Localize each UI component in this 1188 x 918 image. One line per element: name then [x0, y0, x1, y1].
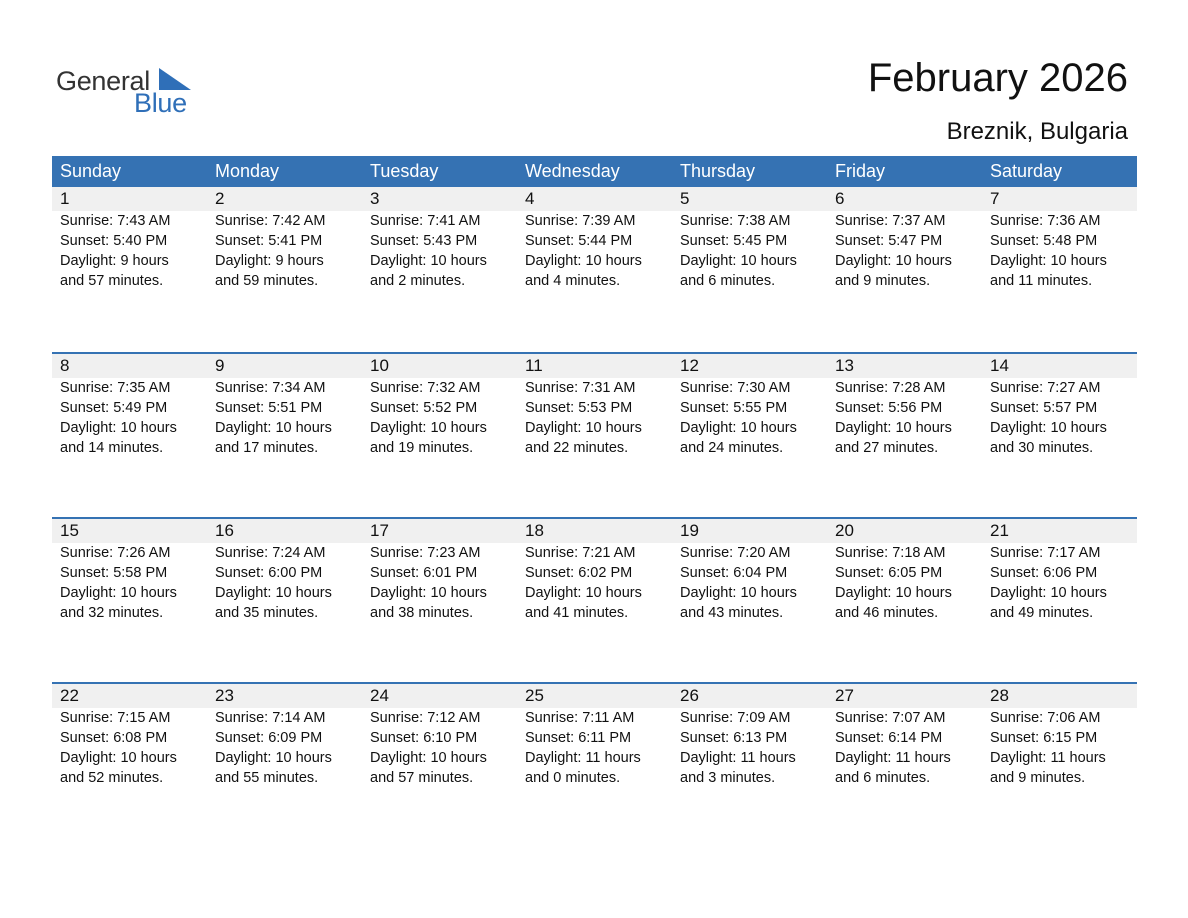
- daylight-text: Daylight: 10 hours: [60, 585, 177, 601]
- day-info: [52, 211, 207, 291]
- daylight-minutes-text: and 46 minutes.: [835, 605, 939, 621]
- day-cell: [52, 519, 207, 623]
- logo-triangle-icon: [159, 68, 191, 90]
- daylight-minutes-text: and 9 minutes.: [990, 770, 1086, 786]
- day-info: [517, 543, 672, 623]
- daylight-minutes-text: and 6 minutes.: [835, 770, 931, 786]
- day-info: [827, 543, 982, 623]
- day-info: [982, 378, 1137, 458]
- day-info: [207, 708, 362, 788]
- daylight-text: Daylight: 10 hours: [370, 750, 487, 766]
- weekday-sunday: Sunday: [60, 161, 122, 181]
- week-row-inner: [52, 519, 1137, 623]
- sunset-text: Sunset: 6:06 PM: [990, 565, 1098, 581]
- sunrise-text: Sunrise: 7:41 AM: [370, 213, 481, 229]
- day-cell: [827, 519, 982, 623]
- sunset-text: Sunset: 6:01 PM: [370, 565, 478, 581]
- daylight-minutes-text: and 9 minutes.: [835, 273, 931, 289]
- daylight-text: Daylight: 10 hours: [370, 420, 487, 436]
- sunset-text: Sunset: 5:58 PM: [60, 565, 168, 581]
- sunrise-text: Sunrise: 7:21 AM: [525, 545, 636, 561]
- weekday-friday: Friday: [835, 161, 886, 181]
- sunset-text: Sunset: 5:48 PM: [990, 233, 1098, 249]
- day-info: [827, 378, 982, 458]
- day-cell: [207, 519, 362, 623]
- day-cell: [517, 519, 672, 623]
- sunset-text: Sunset: 6:10 PM: [370, 730, 478, 746]
- daylight-text: Daylight: 10 hours: [680, 420, 797, 436]
- week-row: [52, 682, 1137, 847]
- daylight-minutes-text: and 0 minutes.: [525, 770, 621, 786]
- sunset-text: Sunset: 5:49 PM: [60, 400, 168, 416]
- day-cell: [52, 684, 207, 788]
- daylight-text: Daylight: 10 hours: [990, 420, 1107, 436]
- day-info: [52, 708, 207, 788]
- day-info: [827, 211, 982, 291]
- week-row-inner: [52, 187, 1137, 291]
- day-info: [362, 378, 517, 458]
- day-info: [207, 378, 362, 458]
- logo-text-general: General: [56, 66, 150, 96]
- day-cell: [362, 187, 517, 291]
- day-info: [362, 708, 517, 788]
- day-number: 24: [362, 684, 517, 708]
- daylight-text: Daylight: 11 hours: [525, 750, 641, 766]
- day-info: [362, 543, 517, 623]
- daylight-minutes-text: and 30 minutes.: [990, 440, 1094, 456]
- daylight-text: Daylight: 11 hours: [835, 750, 951, 766]
- day-cell: [672, 519, 827, 623]
- day-cell: [362, 519, 517, 623]
- daylight-minutes-text: and 17 minutes.: [215, 440, 319, 456]
- sunrise-text: Sunrise: 7:26 AM: [60, 545, 171, 561]
- daylight-minutes-text: and 14 minutes.: [60, 440, 164, 456]
- day-cell: [517, 354, 672, 458]
- sunrise-text: Sunrise: 7:11 AM: [525, 710, 635, 726]
- day-cell: [207, 187, 362, 291]
- sunset-text: Sunset: 5:43 PM: [370, 233, 478, 249]
- sunset-text: Sunset: 5:52 PM: [370, 400, 478, 416]
- day-cell: [52, 187, 207, 291]
- day-cell: [672, 187, 827, 291]
- sunrise-text: Sunrise: 7:35 AM: [60, 380, 171, 396]
- weekday-saturday: Saturday: [990, 161, 1063, 181]
- day-number: 15: [52, 519, 207, 543]
- day-cell: [207, 354, 362, 458]
- day-number: 4: [517, 187, 672, 211]
- calendar-grid: [52, 156, 1137, 847]
- day-number: 22: [52, 684, 207, 708]
- sunrise-text: Sunrise: 7:06 AM: [990, 710, 1101, 726]
- day-number: 18: [517, 519, 672, 543]
- daylight-minutes-text: and 22 minutes.: [525, 440, 629, 456]
- day-info: [672, 211, 827, 291]
- daylight-text: Daylight: 11 hours: [680, 750, 796, 766]
- daylight-text: Daylight: 10 hours: [680, 585, 797, 601]
- day-info: [827, 708, 982, 788]
- day-info: [52, 378, 207, 458]
- weekday-wednesday: Wednesday: [525, 161, 620, 181]
- day-cell: [827, 684, 982, 788]
- sunrise-text: Sunrise: 7:09 AM: [680, 710, 791, 726]
- daylight-minutes-text: and 38 minutes.: [370, 605, 474, 621]
- day-info: [362, 211, 517, 291]
- sunrise-text: Sunrise: 7:24 AM: [215, 545, 326, 561]
- day-number: 17: [362, 519, 517, 543]
- sunset-text: Sunset: 6:14 PM: [835, 730, 943, 746]
- sunset-text: Sunset: 6:02 PM: [525, 565, 633, 581]
- day-info: [207, 543, 362, 623]
- day-info: [672, 378, 827, 458]
- day-cell: [827, 187, 982, 291]
- sunrise-text: Sunrise: 7:17 AM: [990, 545, 1101, 561]
- daylight-text: Daylight: 10 hours: [990, 585, 1107, 601]
- day-cell: [827, 354, 982, 458]
- day-number: 16: [207, 519, 362, 543]
- weeks-container: [52, 187, 1137, 847]
- daylight-text: Daylight: 11 hours: [990, 750, 1106, 766]
- day-cell: [52, 354, 207, 458]
- day-number: 11: [517, 354, 672, 378]
- page-title: February 2026: [867, 56, 1128, 100]
- sunset-text: Sunset: 5:51 PM: [215, 400, 323, 416]
- sunset-text: Sunset: 6:11 PM: [525, 730, 632, 746]
- daylight-text: Daylight: 10 hours: [215, 585, 332, 601]
- daylight-text: Daylight: 10 hours: [370, 585, 487, 601]
- daylight-minutes-text: and 27 minutes.: [835, 440, 939, 456]
- day-number: 6: [827, 187, 982, 211]
- day-number: 9: [207, 354, 362, 378]
- sunrise-text: Sunrise: 7:34 AM: [215, 380, 326, 396]
- day-number: 28: [982, 684, 1137, 708]
- sunrise-text: Sunrise: 7:12 AM: [370, 710, 481, 726]
- day-cell: [362, 354, 517, 458]
- daylight-minutes-text: and 52 minutes.: [60, 770, 164, 786]
- day-info: [982, 708, 1137, 788]
- week-row: [52, 517, 1137, 682]
- sunrise-text: Sunrise: 7:37 AM: [835, 213, 946, 229]
- weekday-thursday: Thursday: [680, 161, 756, 181]
- sunset-text: Sunset: 5:53 PM: [525, 400, 633, 416]
- day-number: 27: [827, 684, 982, 708]
- sunrise-text: Sunrise: 7:43 AM: [60, 213, 171, 229]
- daylight-minutes-text: and 57 minutes.: [60, 273, 164, 289]
- daylight-minutes-text: and 2 minutes.: [370, 273, 466, 289]
- daylight-text: Daylight: 10 hours: [835, 253, 952, 269]
- sunrise-text: Sunrise: 7:36 AM: [990, 213, 1101, 229]
- daylight-minutes-text: and 55 minutes.: [215, 770, 319, 786]
- daylight-minutes-text: and 49 minutes.: [990, 605, 1094, 621]
- day-cell: [982, 354, 1137, 458]
- daylight-minutes-text: and 35 minutes.: [215, 605, 319, 621]
- sunrise-text: Sunrise: 7:18 AM: [835, 545, 946, 561]
- day-info: [52, 543, 207, 623]
- sunrise-text: Sunrise: 7:15 AM: [60, 710, 171, 726]
- weekday-tuesday: Tuesday: [370, 161, 439, 181]
- day-info: [207, 211, 362, 291]
- day-number: 7: [982, 187, 1137, 211]
- daylight-text: Daylight: 9 hours: [60, 253, 169, 269]
- day-cell: [672, 684, 827, 788]
- day-number: 8: [52, 354, 207, 378]
- day-info: [982, 211, 1137, 291]
- daylight-text: Daylight: 10 hours: [215, 750, 332, 766]
- day-number: 5: [672, 187, 827, 211]
- sunset-text: Sunset: 5:41 PM: [215, 233, 323, 249]
- daylight-minutes-text: and 3 minutes.: [680, 770, 776, 786]
- sunset-text: Sunset: 6:00 PM: [215, 565, 323, 581]
- daylight-text: Daylight: 10 hours: [835, 420, 952, 436]
- sunset-text: Sunset: 6:08 PM: [60, 730, 168, 746]
- daylight-text: Daylight: 10 hours: [215, 420, 332, 436]
- daylight-minutes-text: and 59 minutes.: [215, 273, 319, 289]
- day-cell: [982, 684, 1137, 788]
- daylight-minutes-text: and 11 minutes.: [990, 273, 1093, 289]
- sunrise-text: Sunrise: 7:23 AM: [370, 545, 481, 561]
- day-number: 26: [672, 684, 827, 708]
- daylight-minutes-text: and 19 minutes.: [370, 440, 474, 456]
- day-number: 21: [982, 519, 1137, 543]
- daylight-text: Daylight: 10 hours: [990, 253, 1107, 269]
- day-number: 10: [362, 354, 517, 378]
- daylight-text: Daylight: 10 hours: [835, 585, 952, 601]
- sunset-text: Sunset: 5:45 PM: [680, 233, 788, 249]
- sunset-text: Sunset: 6:13 PM: [680, 730, 788, 746]
- week-row: [52, 352, 1137, 517]
- daylight-text: Daylight: 9 hours: [215, 253, 324, 269]
- daylight-text: Daylight: 10 hours: [60, 420, 177, 436]
- weekday-monday: Monday: [215, 161, 280, 181]
- day-info: [672, 708, 827, 788]
- daylight-text: Daylight: 10 hours: [525, 585, 642, 601]
- sunset-text: Sunset: 6:05 PM: [835, 565, 943, 581]
- sunrise-text: Sunrise: 7:27 AM: [990, 380, 1101, 396]
- sunrise-text: Sunrise: 7:42 AM: [215, 213, 326, 229]
- sunrise-text: Sunrise: 7:20 AM: [680, 545, 791, 561]
- day-number: 20: [827, 519, 982, 543]
- daylight-text: Daylight: 10 hours: [680, 253, 797, 269]
- daylight-text: Daylight: 10 hours: [370, 253, 487, 269]
- day-cell: [672, 354, 827, 458]
- daylight-text: Daylight: 10 hours: [525, 420, 642, 436]
- day-number: 23: [207, 684, 362, 708]
- daylight-minutes-text: and 57 minutes.: [370, 770, 474, 786]
- sunset-text: Sunset: 5:40 PM: [60, 233, 168, 249]
- week-row: [52, 187, 1137, 352]
- daylight-minutes-text: and 24 minutes.: [680, 440, 784, 456]
- daylight-minutes-text: and 41 minutes.: [525, 605, 629, 621]
- day-info: [517, 211, 672, 291]
- sunset-text: Sunset: 6:04 PM: [680, 565, 788, 581]
- day-number: 2: [207, 187, 362, 211]
- day-info: [672, 543, 827, 623]
- daylight-minutes-text: and 43 minutes.: [680, 605, 784, 621]
- sunrise-text: Sunrise: 7:32 AM: [370, 380, 481, 396]
- daylight-minutes-text: and 4 minutes.: [525, 273, 621, 289]
- sunset-text: Sunset: 5:56 PM: [835, 400, 943, 416]
- sunrise-text: Sunrise: 7:31 AM: [525, 380, 636, 396]
- day-number: 19: [672, 519, 827, 543]
- sunrise-text: Sunrise: 7:30 AM: [680, 380, 791, 396]
- daylight-minutes-text: and 32 minutes.: [60, 605, 164, 621]
- location-subtitle: Breznik, Bulgaria: [946, 118, 1128, 145]
- day-cell: [362, 684, 517, 788]
- day-info: [517, 708, 672, 788]
- day-number: 14: [982, 354, 1137, 378]
- day-cell: [517, 187, 672, 291]
- sunset-text: Sunset: 5:44 PM: [525, 233, 633, 249]
- day-number: 1: [52, 187, 207, 211]
- sunrise-text: Sunrise: 7:28 AM: [835, 380, 946, 396]
- daylight-text: Daylight: 10 hours: [60, 750, 177, 766]
- day-cell: [982, 519, 1137, 623]
- sunrise-text: Sunrise: 7:14 AM: [215, 710, 326, 726]
- sunset-text: Sunset: 5:57 PM: [990, 400, 1098, 416]
- week-row-inner: [52, 354, 1137, 458]
- day-info: [982, 543, 1137, 623]
- week-row-inner: [52, 684, 1137, 788]
- weekday-header-row: [52, 156, 1137, 187]
- sunset-text: Sunset: 5:55 PM: [680, 400, 788, 416]
- daylight-minutes-text: and 6 minutes.: [680, 273, 776, 289]
- sunset-text: Sunset: 6:09 PM: [215, 730, 323, 746]
- day-cell: [982, 187, 1137, 291]
- day-number: 3: [362, 187, 517, 211]
- sunset-text: Sunset: 5:47 PM: [835, 233, 943, 249]
- daylight-text: Daylight: 10 hours: [525, 253, 642, 269]
- sunrise-text: Sunrise: 7:07 AM: [835, 710, 946, 726]
- day-cell: [207, 684, 362, 788]
- logo: [56, 62, 206, 122]
- day-number: 13: [827, 354, 982, 378]
- logo-text-blue: Blue: [134, 88, 187, 118]
- sunrise-text: Sunrise: 7:39 AM: [525, 213, 636, 229]
- day-info: [517, 378, 672, 458]
- day-cell: [517, 684, 672, 788]
- day-number: 25: [517, 684, 672, 708]
- day-number: 12: [672, 354, 827, 378]
- sunset-text: Sunset: 6:15 PM: [990, 730, 1098, 746]
- sunrise-text: Sunrise: 7:38 AM: [680, 213, 791, 229]
